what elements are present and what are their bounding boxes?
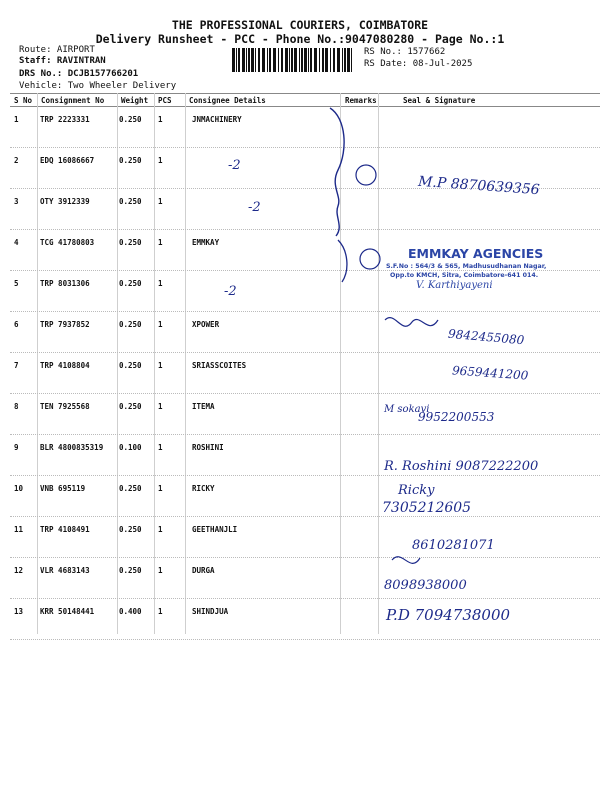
row-pcs: 1 [158, 238, 163, 247]
handwritten-phone-row6: 9842455080 [447, 326, 525, 348]
handwritten-phone-row7: 9659441200 [451, 363, 529, 383]
row-consignee: XPOWER [192, 320, 220, 329]
row-consignment: TRP 8031306 [40, 279, 90, 288]
rs-date: RS Date: 08-Jul-2025 [364, 59, 473, 69]
row-weight: 0.250 [119, 402, 142, 411]
staff-label: Staff: RAVINTRAN [19, 56, 106, 66]
row-consignment: BLR 4800835319 [40, 443, 104, 452]
handwritten-phone-row10: 7305212605 [382, 500, 472, 516]
handwritten-name-row10: Ricky [398, 483, 435, 498]
row-consignment: VNB 695119 [40, 484, 86, 493]
row-sno: 3 [14, 197, 19, 206]
row-weight: 0.400 [119, 607, 142, 616]
col-seal-signature: Seal & Signature [403, 96, 476, 105]
row-sno: 1 [14, 115, 19, 124]
company-title: THE PROFESSIONAL COURIERS, COIMBATORE [171, 18, 429, 32]
col-sno: S No [14, 96, 33, 105]
row-weight: 0.100 [119, 443, 142, 452]
row-weight: 0.250 [119, 320, 142, 329]
row-weight: 0.250 [119, 115, 142, 124]
handwritten-mark-row3: -2 [248, 200, 261, 215]
row-consignment: TRP 4108804 [40, 361, 90, 370]
stamp-company-name: EMMKAY AGENCIES [408, 246, 544, 261]
row-consignment: TEN 7925568 [40, 402, 90, 411]
row-weight: 0.250 [119, 525, 142, 534]
row-consignment: TRP 4108491 [40, 525, 90, 534]
row-consignee: SHINDJUA [192, 607, 229, 616]
row-consignee: GEETHANJLI [192, 525, 238, 534]
vehicle-label: Vehicle: Two Wheeler Delivery [19, 81, 177, 91]
row-weight: 0.250 [119, 484, 142, 493]
row-consignment: VLR 4683143 [40, 566, 90, 575]
handwritten-phone-row12: 8098938000 [384, 578, 467, 593]
handwritten-phone-row11: 8610281071 [412, 538, 495, 553]
row-consignee: DURGA [192, 566, 215, 575]
row-sno: 11 [14, 525, 24, 534]
route-label: Route: AIRPORT [19, 45, 95, 55]
row-consignment: OTY 3912339 [40, 197, 90, 206]
handwritten-phone-row8: 9952200553 [418, 410, 495, 424]
row-sno: 5 [14, 279, 19, 288]
row-consignee: ITEMA [192, 402, 215, 411]
row-sno: 7 [14, 361, 19, 370]
row-weight: 0.250 [119, 566, 142, 575]
row-consignment: TRP 2223331 [40, 115, 90, 124]
row-weight: 0.250 [119, 279, 142, 288]
row-sno: 2 [14, 156, 19, 165]
drs-number: DRS No.: DCJB157766201 [19, 69, 139, 79]
col-consignment: Consignment No [41, 96, 105, 105]
row-pcs: 1 [158, 402, 163, 411]
stamp-address-line1: S.F.No : 564/3 & 565, Madhusudhanan Nagar, [386, 263, 547, 270]
row-pcs: 1 [158, 361, 163, 370]
row-weight: 0.250 [119, 197, 142, 206]
row-sno: 12 [14, 566, 24, 575]
stamp-address-line2: Opp.to KMCH, Sitra, Coimbatore-641 014. [390, 272, 539, 279]
col-consignee: Consignee Details [189, 96, 266, 105]
row-pcs: 1 [158, 525, 163, 534]
row-consignee: ROSHINI [192, 443, 224, 452]
runsheet-title: Delivery Runsheet - PCC - Phone No.:9047080280 - Page No.:1 [95, 32, 505, 46]
row-consignee: EMMKAY [192, 238, 220, 247]
row-sno: 6 [14, 320, 19, 329]
row-consignment: KRR 50148441 [40, 607, 95, 616]
col-weight: Weight [121, 96, 149, 105]
row-weight: 0.250 [119, 156, 142, 165]
company-stamp [356, 243, 562, 293]
row-sno: 8 [14, 402, 19, 411]
row-consignee: JNMACHINERY [192, 115, 242, 124]
handwritten-phone-row13: P.D 7094738000 [386, 606, 511, 624]
col-pcs: PCS [158, 96, 172, 105]
row-pcs: 1 [158, 279, 163, 288]
row-sno: 4 [14, 238, 19, 247]
row-pcs: 1 [158, 443, 163, 452]
row-sno: 13 [14, 607, 24, 616]
row-consignment: TRP 7937852 [40, 320, 90, 329]
row-pcs: 1 [158, 607, 163, 616]
row-pcs: 1 [158, 566, 163, 575]
row-weight: 0.250 [119, 238, 142, 247]
handwritten-name-row8: M sokavi [384, 404, 430, 415]
row-pcs: 1 [158, 320, 163, 329]
handwritten-phone-row3: M.P 8870639356 [417, 173, 541, 199]
row-consignee: SRIASSCOITES [192, 361, 247, 370]
row-pcs: 1 [158, 156, 163, 165]
stamp-signature: V. Karthiyayeni [416, 280, 493, 291]
row-pcs: 1 [158, 115, 163, 124]
handwritten-row9: R. Roshini 9087222200 [384, 459, 539, 474]
row-sno: 9 [14, 443, 19, 452]
handwritten-mark-row5: -2 [224, 284, 237, 299]
row-consignment: TCG 41780803 [40, 238, 95, 247]
row-sno: 10 [14, 484, 24, 493]
row-consignment: EDQ 16086667 [40, 156, 95, 165]
row-consignee: RICKY [192, 484, 215, 493]
col-remarks: Remarks [345, 96, 377, 105]
rs-number: RS No.: 1577662 [364, 47, 446, 57]
handwritten-mark-row2: -2 [228, 158, 241, 173]
row-pcs: 1 [158, 484, 163, 493]
row-pcs: 1 [158, 197, 163, 206]
row-weight: 0.250 [119, 361, 142, 370]
